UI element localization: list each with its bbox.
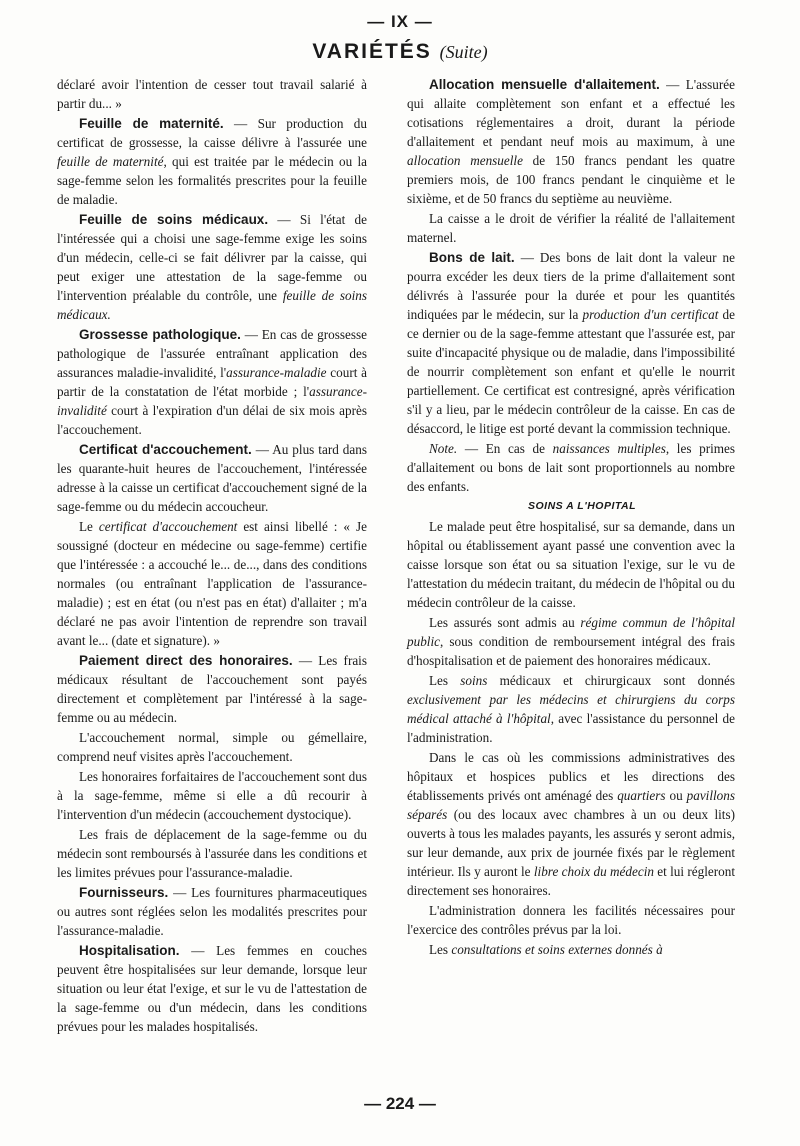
text: de 150 francs pendant les quatre premiers mois, de 100 francs pendant le cinquième et le sixième, et de 50 francs du septième au neuvième.: [407, 153, 735, 206]
text-italic: quartiers: [617, 788, 666, 803]
left-column: [57, 75, 367, 1036]
text-italic: consultations et soins externes donnés à: [451, 942, 663, 957]
title-subtitle: (Suite): [439, 42, 488, 62]
paragraph-feuille-maternite: [57, 114, 367, 209]
paragraph-hospitalisation: [57, 941, 367, 1036]
text: — En cas de: [457, 441, 553, 456]
text: court à l'expiration d'un délai de six mois après l'accouchement.: [57, 403, 367, 437]
text-italic: assurance-invalidité: [57, 384, 367, 418]
paragraph-note: [407, 439, 735, 496]
text-italic: certificat d'accouchement: [98, 519, 238, 534]
paragraph-soins: [407, 671, 735, 747]
text: , les primes d'allaitement ou bons de lait sont proportionnels au nombre des enfants.: [407, 441, 736, 494]
paragraph-fournisseurs: [57, 883, 367, 940]
text: ou: [665, 788, 687, 803]
text-italic: libre choix du médecin: [533, 864, 654, 879]
text-italic: soins: [460, 673, 488, 688]
paragraph-continuation: déclaré avoir l'intention de cesser tout travail salarié à partir du... »: [57, 77, 367, 111]
text: de ce dernier ou de la sage-femme attestant que l'assurée est, par suite d'incapacité physique ou de maladie, dans l'impossibilité de nourrir complètement son enfant et qu'elle le nourrit partiellement. Ce certificat est contresigné, après vérification s'il y a lieu, par le médecin contrôleur de la caisse. En cas de désaccord, le litige est porté devant la commission technique.: [407, 307, 735, 436]
paragraph-consultations: [407, 940, 735, 959]
text: (ou des locaux avec chambres à un ou deux lits) ouverts à tous les malades payants, les assurés y seront admis, sur leur demande, aux prix de journée fixés par le règlement intérieur. Ils y auront le: [407, 807, 735, 879]
paragraph-malade: Le malade peut être hospitalisé, sur sa demande, dans un hôpital ou établissement ayant passé une convention avec la caisse lorsque son état ou sa situation l'exige, sur le vu de l'attestation du médecin traitant, du médecin de l'hôpital ou du médecin contrôleur de la caisse.: [407, 519, 735, 610]
text: — Les frais médicaux résultant de l'accouchement sont payés directement et complètement par l'intéressé à la sage-femme ou au médecin.: [57, 653, 367, 725]
text: — Si l'état de l'intéressée qui a choisi une sage-femme exige les soins d'un médecin, celle-ci se fait délivrer par la caisse, qui peut exiger une attestation de la sage-femme ou l'intervention préalable du contrôle, une: [57, 212, 367, 303]
section-heading-soins-hopital: SOINS A L'HOPITAL: [527, 500, 637, 512]
paragraph-admis: [407, 613, 735, 670]
text: , avec l'assistance du personnel de l'administration.: [407, 711, 735, 745]
page-title: [0, 40, 800, 64]
paragraph-bons-lait: [407, 248, 735, 438]
text: — Au plus tard dans les quarante-huit heures de l'accouchement, l'intéressée adresse à la caisse un certificat d'accouchement signé de la sage-femme ou du médecin accoucheur.: [57, 442, 367, 514]
text: Le: [79, 519, 99, 534]
paragraph-grossesse: [57, 325, 367, 439]
text: et lui régleront directement ses honoraires.: [407, 864, 735, 898]
text: — L'assurée qui allaite complètement son enfant et a effectué les cotisations réglementaires a droit, durant la période d'allaitement et pendant neuf mois au maximum, à une: [407, 77, 735, 149]
title-text: VARIÉTÉS: [312, 40, 432, 63]
paragraph-libelle: [57, 517, 367, 650]
text-italic: pavillons séparés: [407, 788, 735, 822]
text-italic: feuille de maternité: [57, 154, 164, 169]
paragraph-allocation: [407, 75, 735, 208]
text: — Les femmes en couches peuvent être hospitalisées sur leur demande, lorsque leur situation ou leur état l'exige, et sur le vu de l'attestation de la sage-femme ou d'un médecin, dans les conditions prévues pour les malades hospitalisés.: [57, 943, 367, 1034]
text: — En cas de grossesse pathologique de l'assurée entraînant application des assurances maladie-invalidité, l': [57, 327, 367, 380]
heading-allocation: Allocation mensuelle d'allaitement.: [429, 77, 660, 92]
right-column: [407, 75, 735, 959]
text: médicaux et chirurgicaux sont donnés: [487, 673, 735, 688]
page-number: — 224 —: [364, 1094, 436, 1113]
paragraph-honoraires: Les honoraires forfaitaires de l'accouchement sont dus à la sage-femme, même si elle a dû recourir à l'intervention d'un médecin (accouchement dystocique).: [57, 769, 367, 822]
heading-paiement: Paiement direct des honoraires.: [79, 653, 293, 668]
paragraph-normal: L'accouchement normal, simple ou gémellaire, comprend neuf visites après l'accouchement.: [57, 730, 367, 764]
text: court à partir de la constatation de l'état morbide ; l': [57, 365, 367, 399]
paragraph-feuille-soins: [57, 210, 367, 324]
paragraph-administration: L'administration donnera les facilités nécessaires pour l'exercice des contrôles prévus par la loi.: [407, 903, 735, 937]
paragraph-frais: Les frais de déplacement de la sage-femme ou du médecin sont remboursés à l'assurée dans les conditions et les limites prévues pour l'assurance-maladie.: [57, 827, 367, 880]
heading-grossesse: Grossesse pathologique.: [79, 327, 241, 342]
text-italic: naissances multiples: [552, 441, 666, 456]
text: est ainsi libellé : « Je soussigné (docteur en médecine ou sage-femme) certifie que l'intéressée : a accouché le... de..., dans des conditions normales (ou entraînant l'application de l'assurance-maladie) ; est en état (ou n'est pas en état) d'allaiter ; m'a déclaré ne pas avoir l'intention de reprendre son travail avant le... (date et signature). »: [57, 519, 367, 648]
text: — Les fournitures pharmaceutiques ou autres sont réglées selon les modalités prescrites pour l'assurance-maladie.: [57, 885, 367, 938]
text: — Des bons de lait dont la valeur ne pourra excéder les deux tiers de la prime d'allaitement sont délivrés à l'assurée pour la durée et pour les quantités indiquées par le médecin, sur la: [407, 250, 735, 322]
heading-feuille-maternite: Feuille de maternité.: [79, 116, 224, 131]
text: Dans le cas où les commissions administratives des hôpitaux et hospices publics et les directions des établissements privés ont aménagé des: [407, 750, 735, 803]
note-label: Note.: [429, 441, 458, 456]
text: , sous condition de remboursement intégral des frais d'hospitalisation et de paiement des honoraires médicaux.: [407, 634, 735, 668]
heading-feuille-soins: Feuille de soins médicaux.: [79, 212, 269, 227]
paragraph-paiement: [57, 651, 367, 727]
paragraph-commissions: [407, 748, 735, 900]
text: Les: [429, 942, 452, 957]
text-italic: régime commun de l'hôpital public: [407, 615, 735, 649]
text: Les: [429, 673, 461, 688]
paragraph-verification: La caisse a le droit de vérifier la réalité de l'allaitement maternel.: [407, 211, 735, 245]
text-italic: feuille de soins médicaux.: [57, 288, 367, 322]
section-number: — IX —: [367, 12, 433, 31]
paragraph-certificat: [57, 440, 367, 516]
heading-fournisseurs: Fournisseurs.: [79, 885, 169, 900]
text: , qui est traitée par le médecin ou la sage-femme selon les formalités prescrites pour la feuille de maladie.: [57, 154, 367, 207]
heading-bons-lait: Bons de lait.: [429, 250, 515, 265]
text: — Sur production du certificat de grossesse, la caisse délivre à l'assurée une: [57, 116, 367, 150]
text-italic: exclusivement par les médecins et chirurgiens du corps médical attaché à l'hôpital: [407, 692, 735, 726]
heading-hospitalisation: Hospitalisation.: [79, 943, 180, 958]
text-italic: production d'un certificat: [582, 307, 719, 322]
text-italic: assurance-maladie: [226, 365, 327, 380]
heading-certificat: Certificat d'accouchement.: [79, 442, 252, 457]
text-italic: allocation mensuelle: [407, 153, 523, 168]
text: Les assurés sont admis au: [429, 615, 581, 630]
